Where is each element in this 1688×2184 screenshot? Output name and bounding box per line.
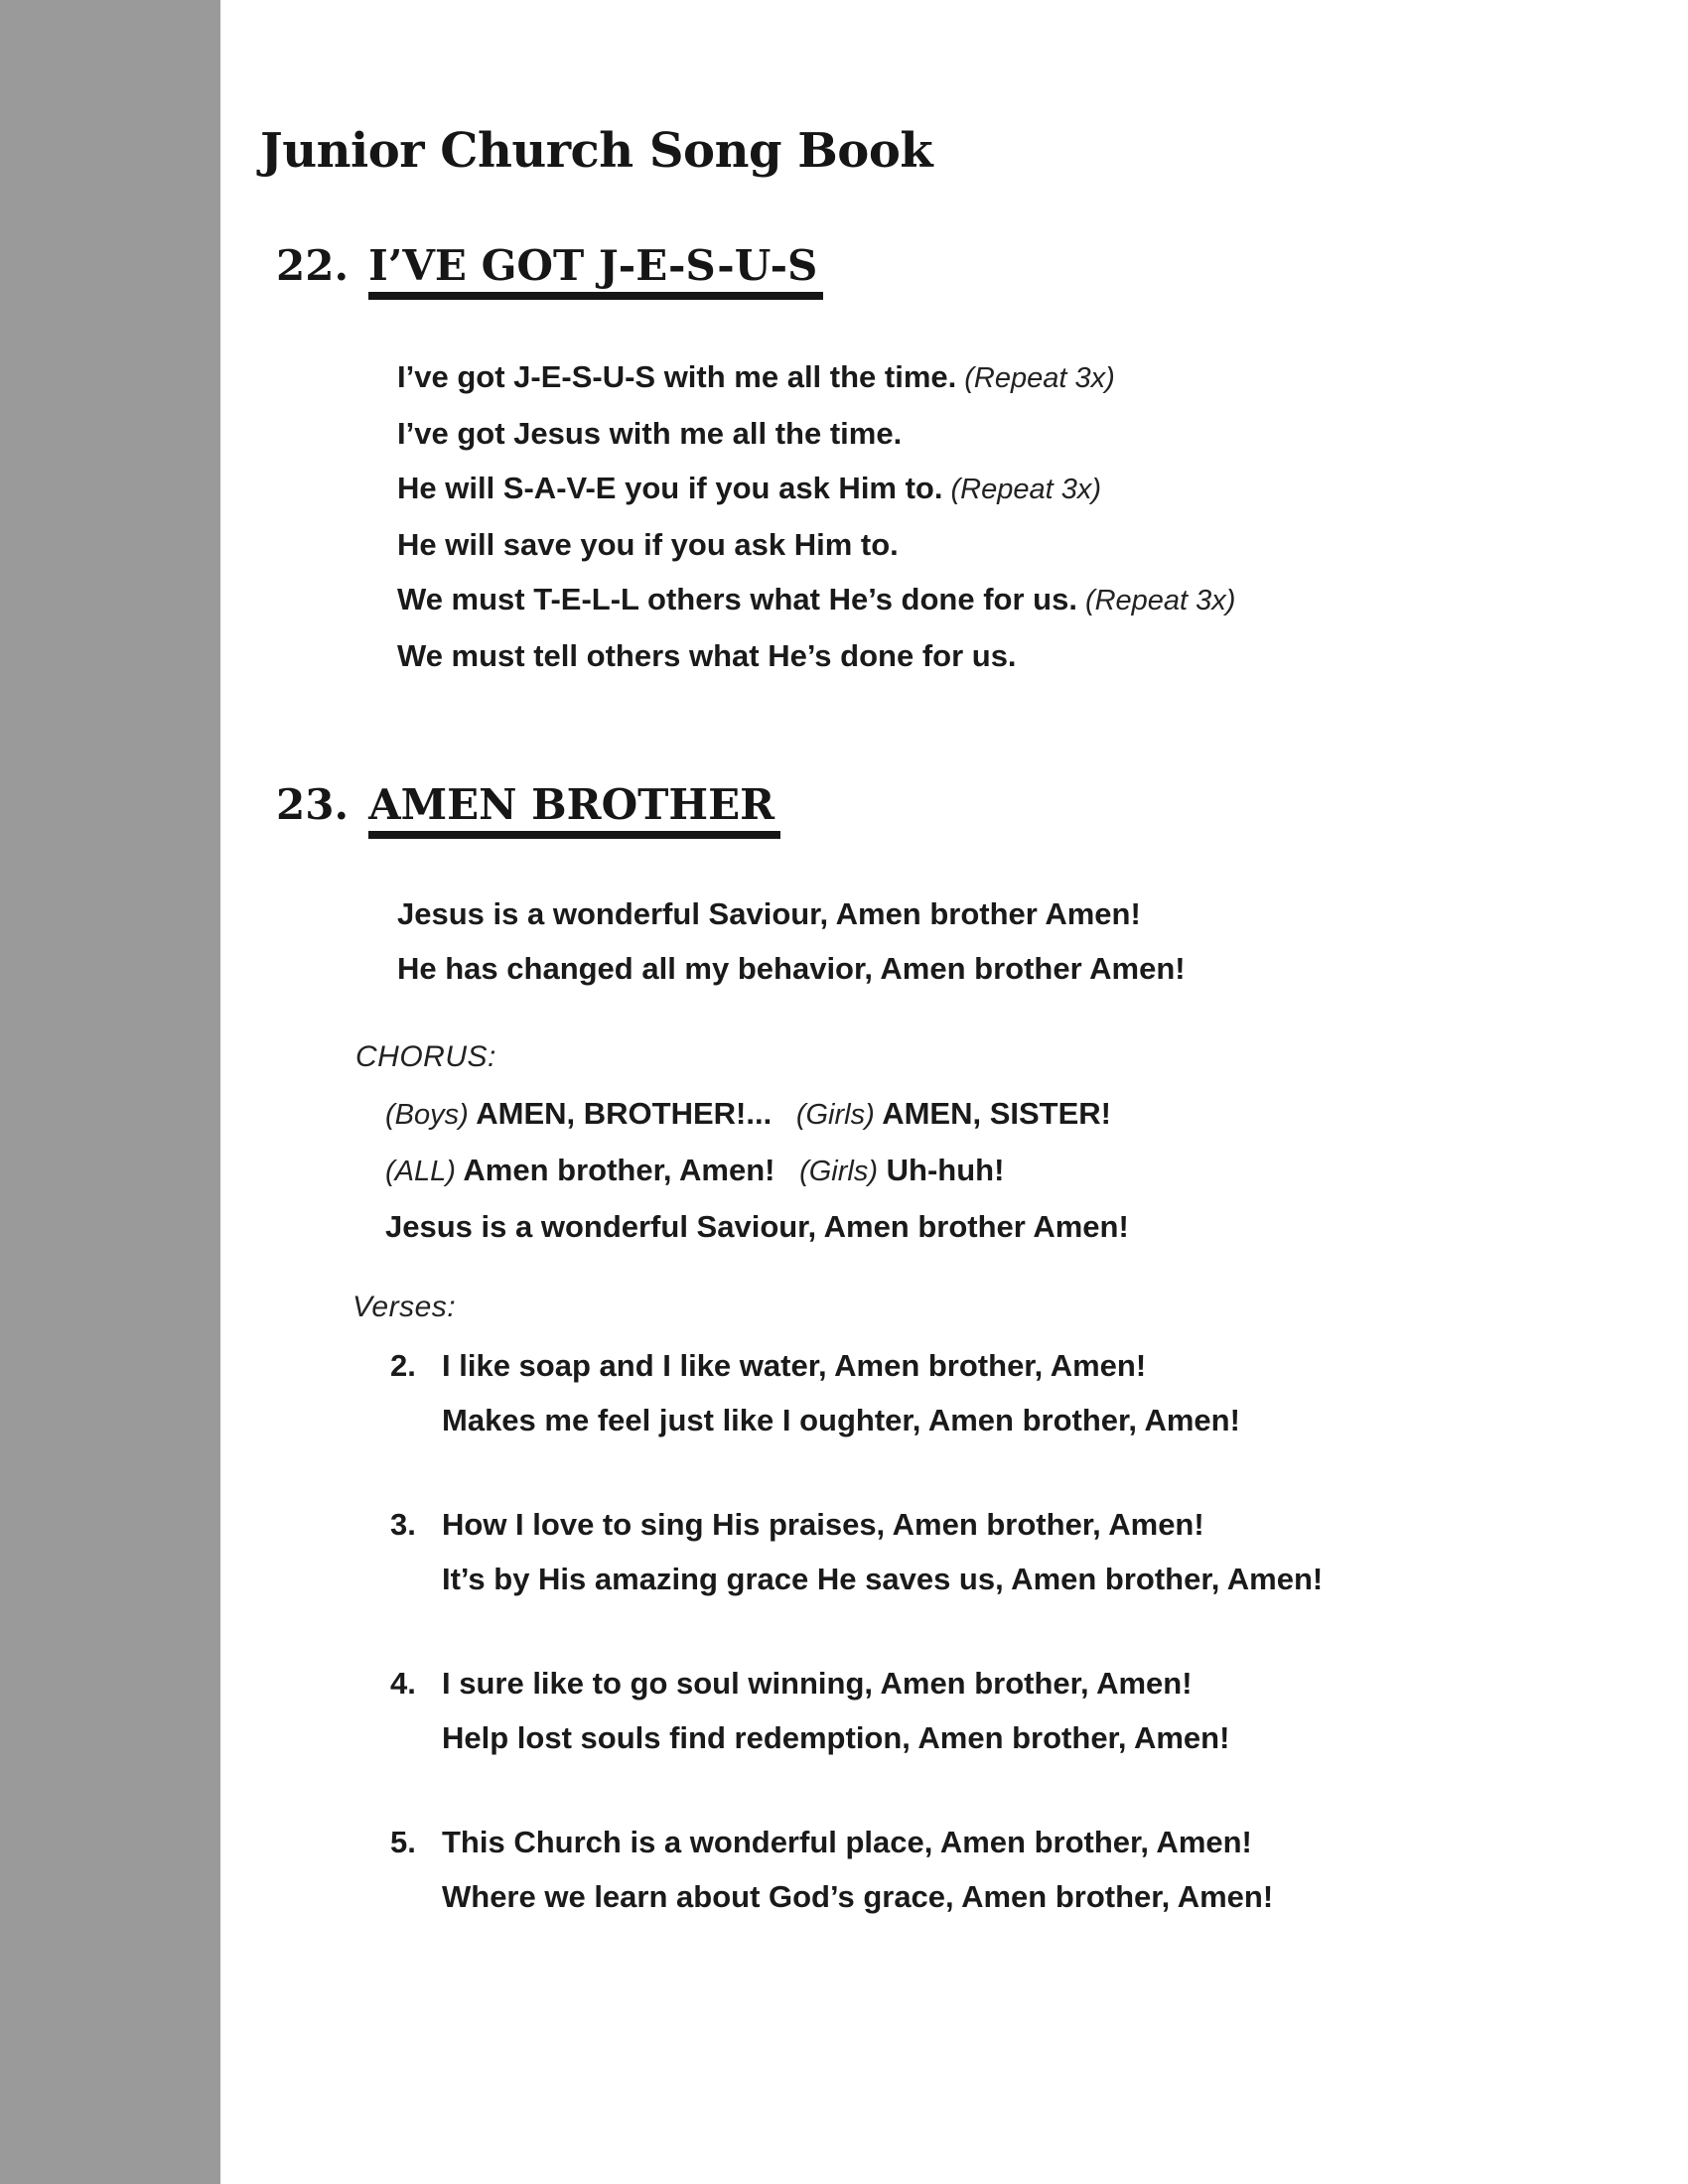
voice-tag: (Girls) [795,1099,875,1131]
verse-2 [390,1338,1323,1447]
song-23-chorus [385,1086,1129,1254]
song-22-lyrics [397,349,1235,683]
lyric-line [397,349,1235,406]
lyric-text: Uh-huh! [886,1153,1005,1187]
lyric-text: Amen brother, Amen! [463,1153,775,1187]
lyric-text: Where we learn about God’s grace, Amen brother, Amen! [442,1879,1274,1914]
lyric-text: This Church is a wonderful place, Amen brother, Amen! [442,1825,1252,1859]
repeat-note: (Repeat 3x) [964,362,1115,394]
lyric-text: Help lost souls find redemption, Amen brother, Amen! [442,1720,1230,1755]
lyric-text: I’ve got Jesus with me all the time. [397,416,903,451]
verse-line [442,1552,1323,1606]
book-title: Junior Church Song Book [260,123,933,179]
chorus-line [385,1086,1129,1143]
verse-line [390,1338,1323,1393]
chorus-line [385,1143,1129,1199]
song-23-title: AMEN BROTHER [368,784,780,839]
lyric-text: He will S-A-V-E you if you ask Him to. [397,471,943,505]
voice-tag: (Girls) [799,1156,878,1187]
lyric-text: I sure like to go soul winning, Amen brother, Amen! [442,1666,1193,1701]
lyric-text: He will save you if you ask Him to. [397,527,899,562]
scan-edge-bar [0,0,220,2184]
verse-line [442,1869,1323,1924]
lyric-text: AMEN, BROTHER!... [476,1096,773,1131]
lyric-text: AMEN, SISTER! [882,1096,1112,1131]
lyric-text: It’s by His amazing grace He saves us, Amen brother, Amen! [442,1562,1324,1596]
repeat-note: (Repeat 3x) [1084,585,1236,616]
verse-number: 5. [390,1825,416,1859]
lyric-line [397,406,1235,461]
lyric-text: We must T-E-L-L others what He’s done for us. [397,582,1077,616]
verse-number: 4. [390,1666,416,1701]
verse-line [442,1710,1323,1765]
chorus-line [385,1199,1129,1254]
verse-line [390,1815,1323,1869]
lyric-text: I’ve got J-E-S-U-S with me all the time. [397,359,957,394]
verses-label: Verses: [352,1291,457,1323]
lyric-text: I like soap and I like water, Amen brother, Amen! [442,1348,1147,1383]
verse-5 [390,1815,1323,1924]
lyric-line [397,517,1235,572]
verse-line [390,1656,1323,1710]
lyric-line [397,461,1235,517]
verse-line [442,1393,1323,1447]
lyric-text: We must tell others what He’s done for us. [397,638,1017,673]
song-22-heading [276,241,823,300]
verse-number: 3. [390,1507,416,1542]
lyric-text: He has changed all my behavior, Amen brother Amen! [397,951,1186,986]
verse-line [390,1497,1323,1552]
chorus-label: CHORUS: [355,1040,496,1073]
verse-3 [390,1497,1323,1606]
lyric-text: Makes me feel just like I oughter, Amen brother, Amen! [442,1403,1240,1437]
song-23-intro [397,887,1186,996]
song-23-number: 23. [276,780,350,829]
song-23-heading [276,780,780,839]
song-22-number: 22. [276,241,350,290]
repeat-note: (Repeat 3x) [950,474,1101,505]
voice-tag: (Boys) [385,1099,469,1131]
lyric-line [397,628,1235,683]
lyric-line [397,572,1235,628]
song-23-verses [390,1338,1323,1974]
lyric-text: Jesus is a wonderful Saviour, Amen brother Amen! [385,1209,1129,1244]
lyric-text: How I love to sing His praises, Amen brother, Amen! [442,1507,1204,1542]
voice-tag: (ALL) [385,1156,456,1187]
song-22-title: I’VE GOT J-E-S-U-S [368,245,823,300]
verse-4 [390,1656,1323,1765]
lyric-line [397,941,1186,996]
lyric-line [397,887,1186,941]
lyric-text: Jesus is a wonderful Saviour, Amen brother Amen! [397,896,1141,931]
verse-number: 2. [390,1348,416,1383]
